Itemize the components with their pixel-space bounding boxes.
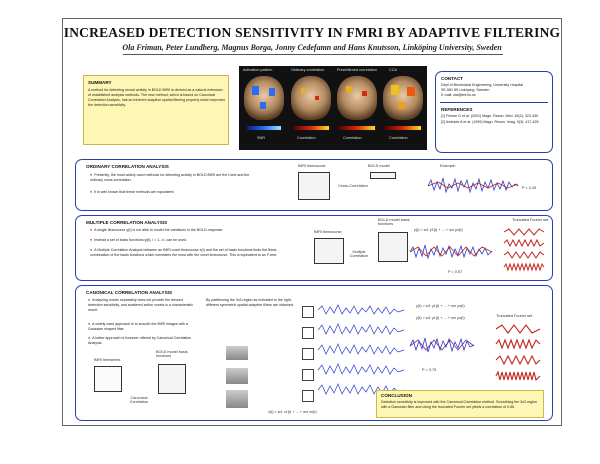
- ordinary-bullet-1: ● Presently, the most widely used methods for detecting activity in BOLD fMRI are the t-test and the ordinary cross-correlation.: [90, 173, 250, 182]
- canonical-fmri-label: fMRI timeseries: [94, 358, 121, 362]
- contact-panel: [435, 71, 553, 153]
- brain-label-3: Prewhitened correlation: [337, 68, 377, 72]
- ordinary-cross-label: Cross-Correlation: [338, 184, 368, 188]
- canonical-corr-label: Canonical Correlation: [129, 396, 149, 404]
- reference-2: [2] Andrade A et al. (1999) Magn. Reson. Imag. 9(3): 417-425: [441, 120, 539, 124]
- canonical-eq-y1: y(t) = w1 y1(t) + ... + wn yn(t): [416, 304, 465, 308]
- summary-box: [83, 75, 229, 145]
- poster-title: INCREASED DETECTION SENSITIVITY IN FMRI BY ADAPTIVE FILTERING: [63, 25, 561, 40]
- colorbar-snr: [247, 126, 281, 130]
- colorbar-cca: [385, 126, 421, 130]
- reference-1: [1] Friman O et al. (2001) Magn. Reson. Med. 45(2): 323-330: [441, 114, 539, 118]
- conclusion-heading: CONCLUSION: [381, 393, 412, 398]
- brain-slice-prewhitened: [337, 76, 377, 120]
- canonical-eq-y2: y(t) = w1 y1(t) + ... + wn yn(t): [416, 316, 465, 320]
- bar-label-snr: SNR: [257, 136, 266, 140]
- contact-line-2: SE-581 85 Linköping, Sweden: [441, 88, 490, 92]
- contact-email: E-mail: ola@imt.liu.se: [441, 93, 476, 97]
- multiple-bullet-2: ● Instead a set of basis functions yi(t), i = 1...n, can be used.: [90, 238, 187, 242]
- canonical-signals: [318, 304, 404, 404]
- canonical-bullet-2: ● A widely used approach is to smooth the fMRI images with a Gaussian shaped filter.: [88, 322, 189, 331]
- contact-line-1: Dept of Biomedical Engineering, University Hospital: [441, 83, 524, 87]
- ordinary-heading: ORDINARY CORRELATION ANALYSIS: [86, 164, 169, 169]
- filter-shape-3: [226, 390, 248, 408]
- canonical-fourier-label: Truncated Fourier set: [496, 314, 533, 318]
- ordinary-bullet-2: ● It is well known that these methods are equivalent.: [90, 190, 175, 194]
- canonical-bold-label: BOLD model basis functions: [156, 350, 188, 358]
- conclusion-box: [376, 390, 544, 418]
- references-heading: REFERENCES: [441, 107, 473, 112]
- canonical-heading: CANONICAL CORRELATION ANALYSIS: [86, 290, 173, 295]
- canonical-combined-signal: [410, 332, 474, 360]
- canonical-mid-text: By partitioning the 3x3 region as indicated to the right, different symmetric spatial adaptive filters are obtained.: [206, 298, 294, 307]
- multiple-fourier-label: Truncated Fourier set: [512, 218, 549, 222]
- contact-divider: [440, 102, 548, 103]
- multiple-fmri-label: fMRI timecourse: [314, 230, 342, 234]
- poster-authors: Ola Friman, Peter Lundberg, Magnus Borga, Jonny Cedefamn and Hans Knutsson, Linköping University, Sweden: [122, 43, 502, 52]
- canonical-bullet-3: ● A better approach is however offered by Canonical Correlation Analysis.: [88, 336, 192, 345]
- ordinary-example-signal: [428, 174, 518, 198]
- poster: [62, 18, 562, 426]
- title-divider: [123, 54, 503, 55]
- brain-label-4: CCA: [389, 68, 398, 72]
- multiple-panel: [75, 215, 553, 281]
- ordinary-bold-model: [370, 172, 396, 179]
- filter-shape-2: [226, 368, 248, 384]
- ordinary-example-label: Example:: [440, 164, 456, 168]
- ordinary-fmri-label: fMRI timecourse: [298, 164, 326, 168]
- multiple-p-value: P = 0.57: [448, 270, 463, 274]
- multiple-bold-label: BOLD model basis functions: [378, 218, 410, 226]
- canonical-bold-stack: [158, 364, 186, 394]
- multiple-bold-stack: [378, 232, 408, 262]
- multiple-fmri-volume: [314, 238, 344, 264]
- colorbar-ordinary: [293, 126, 329, 130]
- bar-label-2: Correlation: [297, 136, 316, 140]
- bar-label-3: Correlation: [343, 136, 362, 140]
- ordinary-fmri-volume: [298, 172, 330, 200]
- multiple-corr-label: Multiple Correlation: [349, 250, 369, 258]
- canonical-p-value: P = 0.75: [422, 368, 437, 372]
- canonical-eq-x: x(t) = w1 x1(t) + ... + wn xn(t): [268, 410, 317, 414]
- multiple-equation: y(t) = w1 y1(t) + ... + wn yn(t): [414, 228, 463, 232]
- multiple-bullet-3: ● A Multiple Correlation Analysis between an fMRI voxel timecourse x(t) and the set of basis functions finds the linear combination of the basis functions which correlates the most with the voxel timecourse. This is equivalent to an F-test.: [90, 248, 278, 257]
- brain-image-strip: [239, 66, 427, 150]
- voxel-partition-column: [302, 306, 314, 402]
- brain-label-1: Activation pattern: [243, 68, 273, 72]
- ordinary-p-value: P = 0.43: [522, 186, 537, 190]
- multiple-signal: [410, 240, 492, 266]
- canonical-voxel-grid: [94, 366, 122, 392]
- brain-slice-cca: [383, 76, 423, 120]
- brain-slice-activation: [244, 76, 284, 120]
- multiple-heading: MULTIPLE CORRELATION ANALYSIS: [86, 220, 168, 225]
- colorbar-prewhitened: [339, 126, 375, 130]
- canonical-bullet-1: ● Analyzing voxels separately does not provide the desired detection sensitivity, and scattered active voxels is a characteristic result.: [88, 298, 193, 312]
- filter-shape-1: [226, 346, 248, 360]
- ordinary-bold-label: BOLD model: [368, 164, 390, 168]
- brain-slice-ordinary: [291, 76, 331, 120]
- ordinary-panel: [75, 159, 553, 211]
- summary-heading: SUMMARY: [88, 80, 112, 85]
- multiple-fourier-set: [504, 228, 544, 272]
- multiple-bullet-1: ● A single timecourse y(t) is not able to model the variations in the BOLD response.: [90, 228, 224, 232]
- conclusion-body: Detection sensitivity is improved with the Canonical Correlation method. Smoothing the 3x3 region with a Gaussian filter and using the truncated Fourier set yields a correlation of 0.66.: [381, 400, 538, 409]
- summary-body: A method for detecting neural activity in BOLD fMRI is derived as a natural extension of established analysis methods. The new method, which is based on Canonical Correlation Analysis, has an inherent adaptive spatial filtering property which improves the detection sensitivity.: [88, 88, 226, 107]
- bar-label-4: Correlation: [389, 136, 408, 140]
- canonical-fourier-set: [496, 324, 540, 384]
- contact-heading: CONTACT: [441, 76, 464, 81]
- canonical-panel: [75, 285, 553, 421]
- brain-label-2: Ordinary correlation: [291, 68, 325, 72]
